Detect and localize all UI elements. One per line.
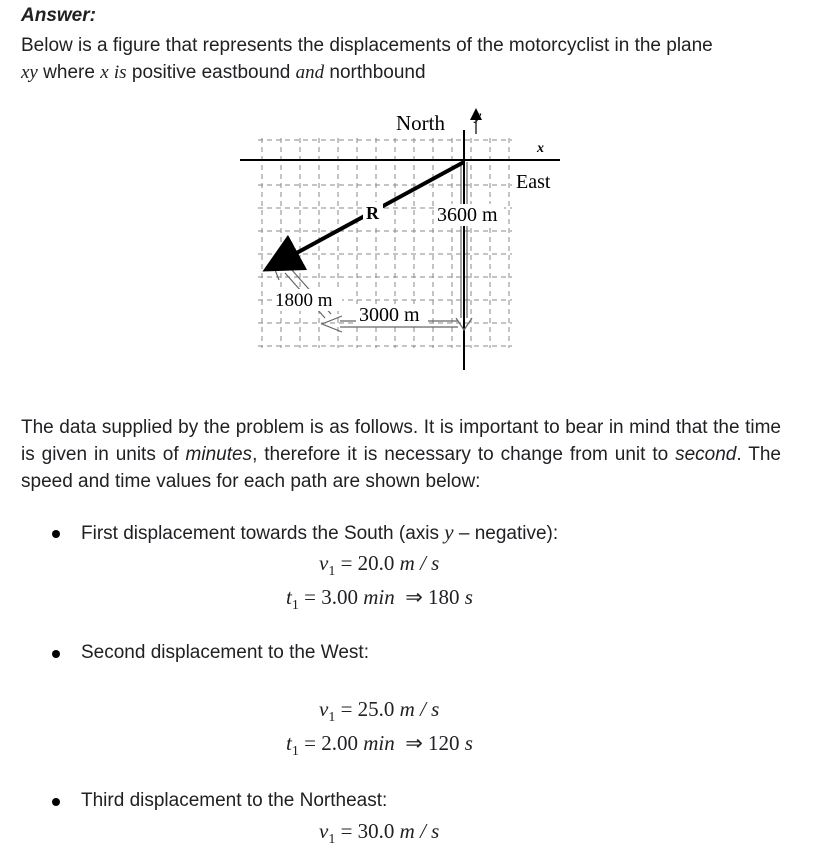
data-minutes: minutes [185,444,253,465]
v-unit: m / s [399,819,440,843]
v-subscript: 1 [328,564,336,580]
v-symbol: v [319,819,329,843]
implies-arrow: ⇒ [405,585,423,609]
data-paragraph [21,414,781,495]
v-unit: m / s [399,551,440,575]
y-axis-label: y [475,109,482,124]
distance-3000-label: 3000 m [359,304,420,326]
intro-x: x [100,62,109,83]
t-subscript: 1 [291,598,299,614]
intro-northbound: northbound [329,62,426,83]
v-value: 20.0 [357,551,395,575]
bullet2-text: Second displacement to the West: [81,642,369,663]
t-value: 2.00 [321,731,358,755]
intro-line1: Below is a figure that represents the displacements of the motorcyclist in the plane [21,35,713,56]
t-symbol: t [286,731,292,755]
answer-heading: Answer: [21,5,96,26]
t-converted: 180 [428,585,460,609]
eq-t1-second: $t_1 = 2.00$ min ⇒ 120 s [286,731,473,760]
eq-v1-third: $v_1 = 30.0$ m / s [319,819,440,848]
t-unit: min [363,731,395,755]
eq-t1-first: $t_1 = 3.00$ min ⇒ 180 s [286,585,473,614]
bullet-dot [52,650,60,658]
v-value: 25.0 [357,697,395,721]
resultant-label: R [366,203,379,223]
bullet1-pre: First displacement towards the South (axis [81,523,445,544]
east-label: East [516,171,551,193]
bullet-second-displacement [81,639,369,666]
t-unit: min [363,585,395,609]
data-p3: . The speed and time values for each path are shown below: [21,444,781,492]
eq-v1-second: $v_1 = 25.0$ m / s [319,697,440,726]
intro-xy: xy [21,62,38,83]
bullet1-axis: y [444,520,454,544]
v-subscript: 1 [328,832,336,848]
intro-is: is [113,62,127,83]
v-subscript: 1 [328,710,336,726]
data-p2: , therefore it is necessary to change from unit to [252,444,676,465]
eq-v1-first: $v_1 = 20.0$ m / s [319,551,440,580]
implies-arrow: ⇒ [405,731,423,755]
intro-paragraph [21,32,781,86]
bullet1-post: – negative): [453,523,559,544]
x-axis-label: x [537,141,544,156]
bullet-third-displacement [81,787,387,814]
t-symbol: t [286,585,292,609]
bullet-first-displacement [81,519,558,547]
t-converted-unit: s [464,731,473,755]
intro-positive: positive eastbound [131,62,291,83]
t-value: 3.00 [321,585,358,609]
bullet-dot [52,530,60,538]
t-subscript: 1 [291,744,299,760]
t-converted: 120 [428,731,460,755]
v-symbol: v [319,551,329,575]
intro-and: and [295,62,325,83]
v-unit: m / s [399,697,440,721]
distance-3600-label: 3600 m [437,204,498,226]
intro-where: where [43,62,95,83]
t-converted-unit: s [464,585,473,609]
data-p1: The data supplied by the problem is as follows. It is important to bear in mind that the time is given in units of [21,417,781,465]
v-value: 30.0 [357,819,395,843]
north-label: North [396,111,445,135]
data-second: second [675,444,737,465]
bullet-dot [52,798,60,806]
v-symbol: v [319,697,329,721]
bullet3-text: Third displacement to the Northeast: [81,790,388,811]
distance-1800-label: 1800 m [275,290,333,311]
